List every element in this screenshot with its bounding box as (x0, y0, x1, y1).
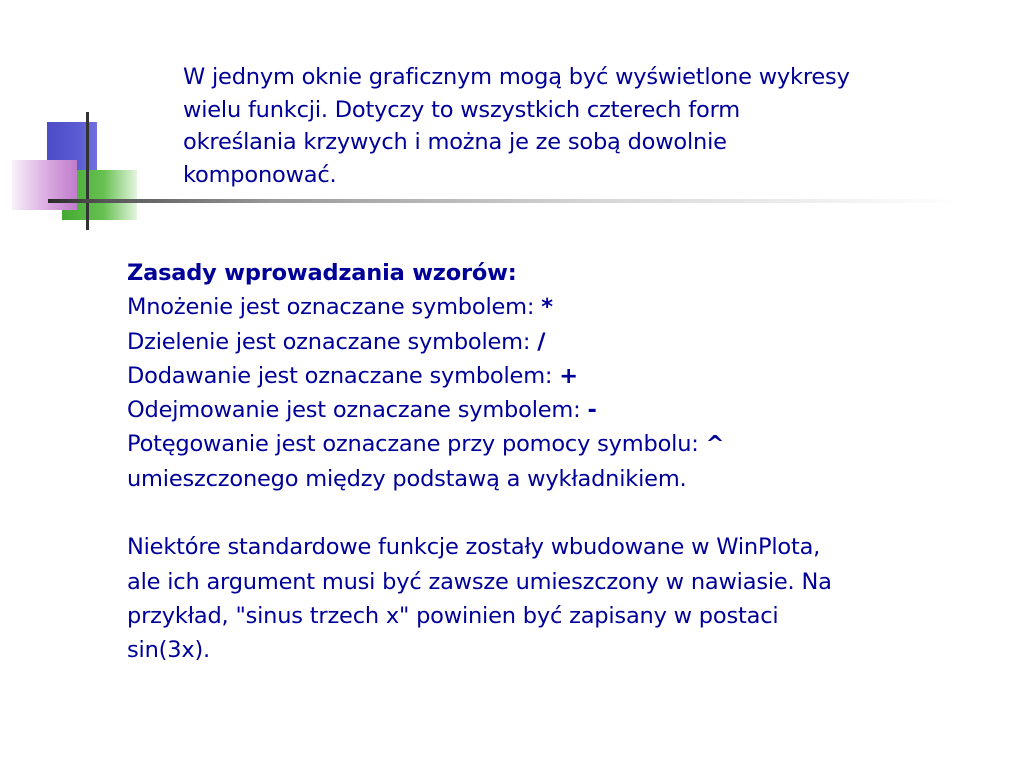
paragraph-gap (127, 496, 977, 530)
rule-division (127, 325, 977, 359)
rule-exponentiation (127, 427, 977, 461)
rule-text: Dodawanie jest oznaczane symbolem: (127, 362, 560, 389)
rule-text: Odejmowanie jest oznaczane symbolem: (127, 397, 588, 424)
rule-text: Mnożenie jest oznaczane symbolem: (127, 294, 542, 321)
rule-symbol: / (537, 328, 546, 355)
rule-text: Dzielenie jest oznaczane symbolem: (127, 328, 538, 355)
rule-multiplication (127, 290, 977, 324)
title-divider-line (48, 199, 960, 203)
rule-exponentiation-continuation: umieszczonego między podstawą a wykładnikiem. (127, 465, 687, 492)
intro-paragraph: W jednym oknie graficznym mogą być wyświetlone wykresy wielu funkcji. Dotyczy to wszystkich czterech form określania krzywych i można je ze sobą dowolnie komponować. (183, 64, 850, 188)
rules-heading: Zasady wprowadzania wzorów: (127, 260, 517, 286)
rule-symbol: ^ (705, 431, 725, 458)
rule-symbol: + (559, 362, 578, 389)
functions-paragraph: Niektóre standardowe funkcje zostały wbudowane w WinPlota, ale ich argument musi być zawsze umieszczony w nawiasie. Na przykład, "sinus trzech x" powinien być zapisany w postaci sin(3x). (127, 534, 832, 664)
rule-symbol: * (541, 294, 553, 321)
rule-symbol: - (587, 397, 597, 424)
decor-vertical-line (86, 112, 89, 230)
slide-body (127, 256, 977, 668)
rule-text: Potęgowanie jest oznaczane przy pomocy symbolu: (127, 431, 706, 458)
rule-subtraction (127, 393, 977, 427)
rule-addition (127, 359, 977, 393)
